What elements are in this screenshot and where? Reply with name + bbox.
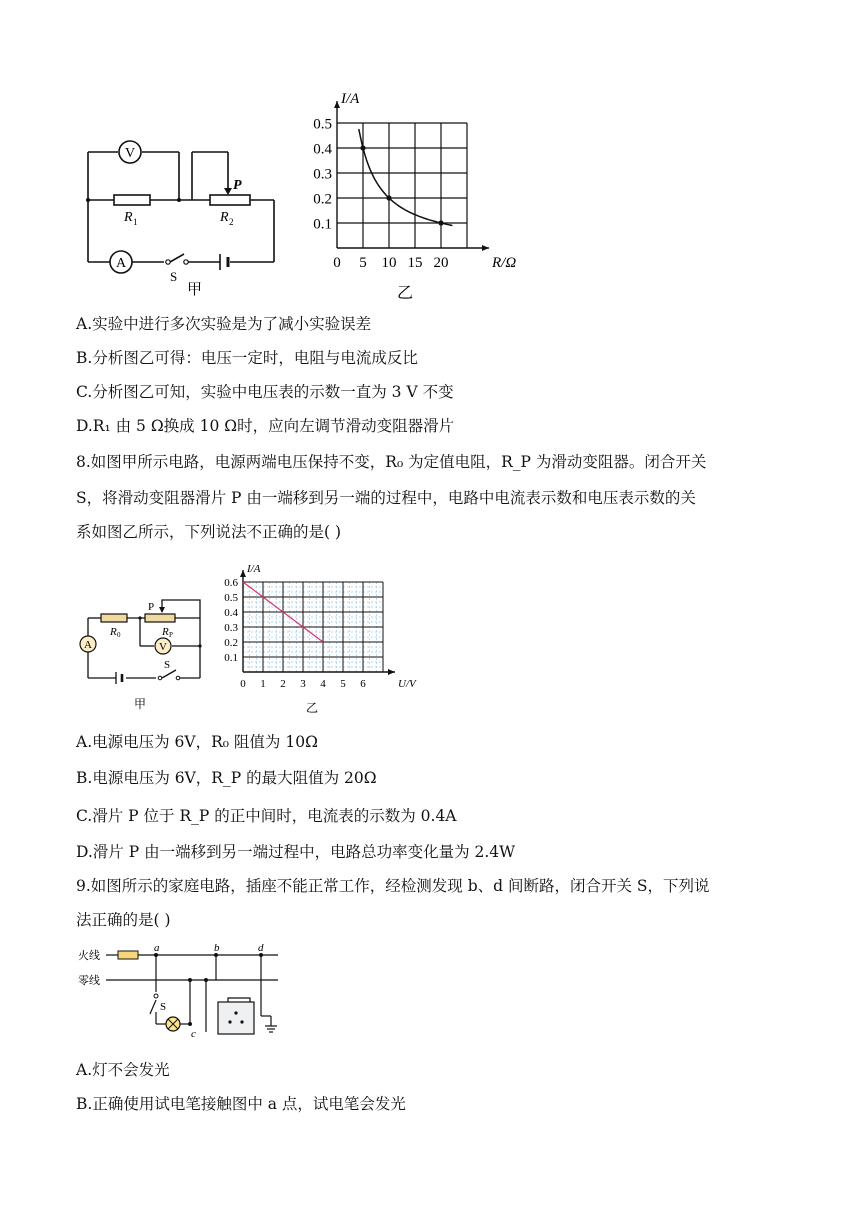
x-tick-label: 6: [360, 678, 366, 690]
x-axis-label: U/V: [398, 678, 416, 690]
x-axis-label: R/Ω: [492, 255, 517, 271]
chart-caption: 乙: [396, 283, 414, 302]
y-tick-label: 0.1: [224, 651, 238, 664]
r0-sub: 0: [117, 631, 121, 639]
q8-option-d: D.滑片 P 由一端移到另一端过程中，电路总功率变化量为 2.4W: [76, 843, 516, 861]
data-point: [438, 220, 443, 225]
ammeter-label: A: [84, 639, 92, 651]
x-tick-label: 0: [240, 678, 246, 690]
rp-label: R: [162, 626, 169, 638]
live-wire-label: 火线: [78, 949, 100, 962]
point-d-label: d: [258, 942, 264, 954]
rp-sub: P: [169, 631, 173, 639]
q8-stem-line-1: 8.如图甲所示电路，电源两端电压保持不变，R₀ 为定值电阻，R_P 为滑动变阻器。闭合开关: [76, 453, 707, 471]
q7-option-d: D.R₁ 由 5 Ω换成 10 Ω时，应向左调节滑动变阻器滑片: [76, 417, 455, 435]
x-tick-label: 5: [359, 255, 367, 271]
x-tick-label: 2: [280, 678, 286, 690]
q9-stem-line-2: 法正确的是( ): [76, 911, 171, 929]
q7-circuit-jia: [80, 138, 280, 298]
y-tick-label: 0.3: [224, 621, 238, 634]
switch-label: S: [160, 1001, 167, 1013]
q8-stem-line-2: S，将滑动变阻器滑片 P 由一端移到另一端的过程中，电路中电流表示数和电压表示数的关: [76, 489, 696, 507]
q7-option-b: B.分析图乙可得：电压一定时，电阻与电流成反比: [76, 349, 418, 367]
slider-p-label: P: [148, 601, 155, 613]
y-axis-arrow-icon: [240, 570, 246, 577]
q8-option-b: B.电源电压为 6V，R_P 的最大阻值为 20Ω: [76, 769, 377, 787]
q7-chart-yi: [300, 91, 517, 308]
ammeter-label: A: [115, 256, 127, 271]
r0-label: R: [110, 626, 117, 638]
x-tick-label: 10: [381, 255, 397, 271]
y-tick-label: 0.4: [313, 141, 332, 158]
y-tick-label: 0.3: [313, 166, 332, 183]
y-tick-label: 0.5: [224, 591, 238, 604]
q9-option-a: A.灯不会发光: [76, 1061, 170, 1079]
socket-icon: [218, 1002, 254, 1034]
q9-option-b: B.正确使用试电笔接触图中 a 点，试电笔会发光: [76, 1095, 406, 1113]
q8-option-a: A.电源电压为 6V，R₀ 阻值为 10Ω: [76, 733, 318, 751]
fig-caption-jia: 甲: [134, 697, 147, 711]
y-tick-label: 0.2: [224, 636, 238, 649]
r1-label: R: [124, 210, 133, 225]
data-point: [386, 195, 391, 200]
point-b-label: b: [214, 942, 220, 954]
y-axis-label: I/A: [341, 91, 360, 107]
q8-stem-line-3: 系如图乙所示，下列说法不正确的是( ): [76, 523, 342, 541]
x-tick-label: 0: [333, 255, 341, 271]
point-a-label: a: [154, 942, 160, 954]
point-c-label: c: [191, 1028, 196, 1040]
x-axis-arrow-icon: [482, 245, 489, 251]
x-tick-label: 4: [320, 678, 326, 690]
x-tick-label: 20: [433, 255, 449, 271]
voltmeter-label: V: [159, 641, 167, 653]
y-axis-arrow-icon: [334, 101, 340, 108]
y-axis-label: I/A: [247, 563, 261, 575]
data-point: [360, 145, 365, 150]
slider-p-label: P: [233, 178, 242, 193]
x-tick-label: 3: [300, 678, 306, 690]
y-tick-label: 0.1: [313, 216, 332, 233]
x-tick-label: 15: [407, 255, 423, 271]
fig-caption-jia: 甲: [187, 280, 203, 298]
x-axis-arrow-icon: [388, 669, 395, 675]
q7-option-a: A.实验中进行多次实验是为了减小实验误差: [76, 315, 372, 333]
switch-label: S: [164, 659, 171, 671]
chart-caption: 乙: [305, 701, 319, 715]
y-tick-label: 0.6: [224, 576, 238, 589]
switch-label: S: [170, 269, 178, 284]
q8-circuit-jia: [76, 594, 216, 714]
voltmeter-label: V: [124, 146, 136, 161]
q8-chart-yi: [222, 556, 432, 716]
q9-household-circuit: [78, 938, 298, 1050]
x-tick-label: 5: [340, 678, 346, 690]
r2-label: R: [220, 210, 229, 225]
series-curve: [359, 129, 453, 226]
q9-stem-line-1: 9.如图所示的家庭电路，插座不能正常工作，经检测发现 b、d 间断路，闭合开关 S，下列说: [76, 877, 710, 895]
q7-option-c: C.分析图乙可知，实验中电压表的示数一直为 3 V 不变: [76, 383, 454, 401]
y-tick-label: 0.5: [313, 116, 332, 133]
r1-sub: 1: [133, 217, 138, 227]
y-tick-label: 0.2: [313, 191, 332, 208]
x-tick-label: 1: [260, 678, 266, 690]
y-tick-label: 0.4: [224, 606, 238, 619]
neutral-wire-label: 零线: [78, 974, 100, 987]
r2-sub: 2: [229, 217, 234, 227]
q8-option-c: C.滑片 P 位于 R_P 的正中间时，电流表的示数为 0.4A: [76, 807, 457, 825]
